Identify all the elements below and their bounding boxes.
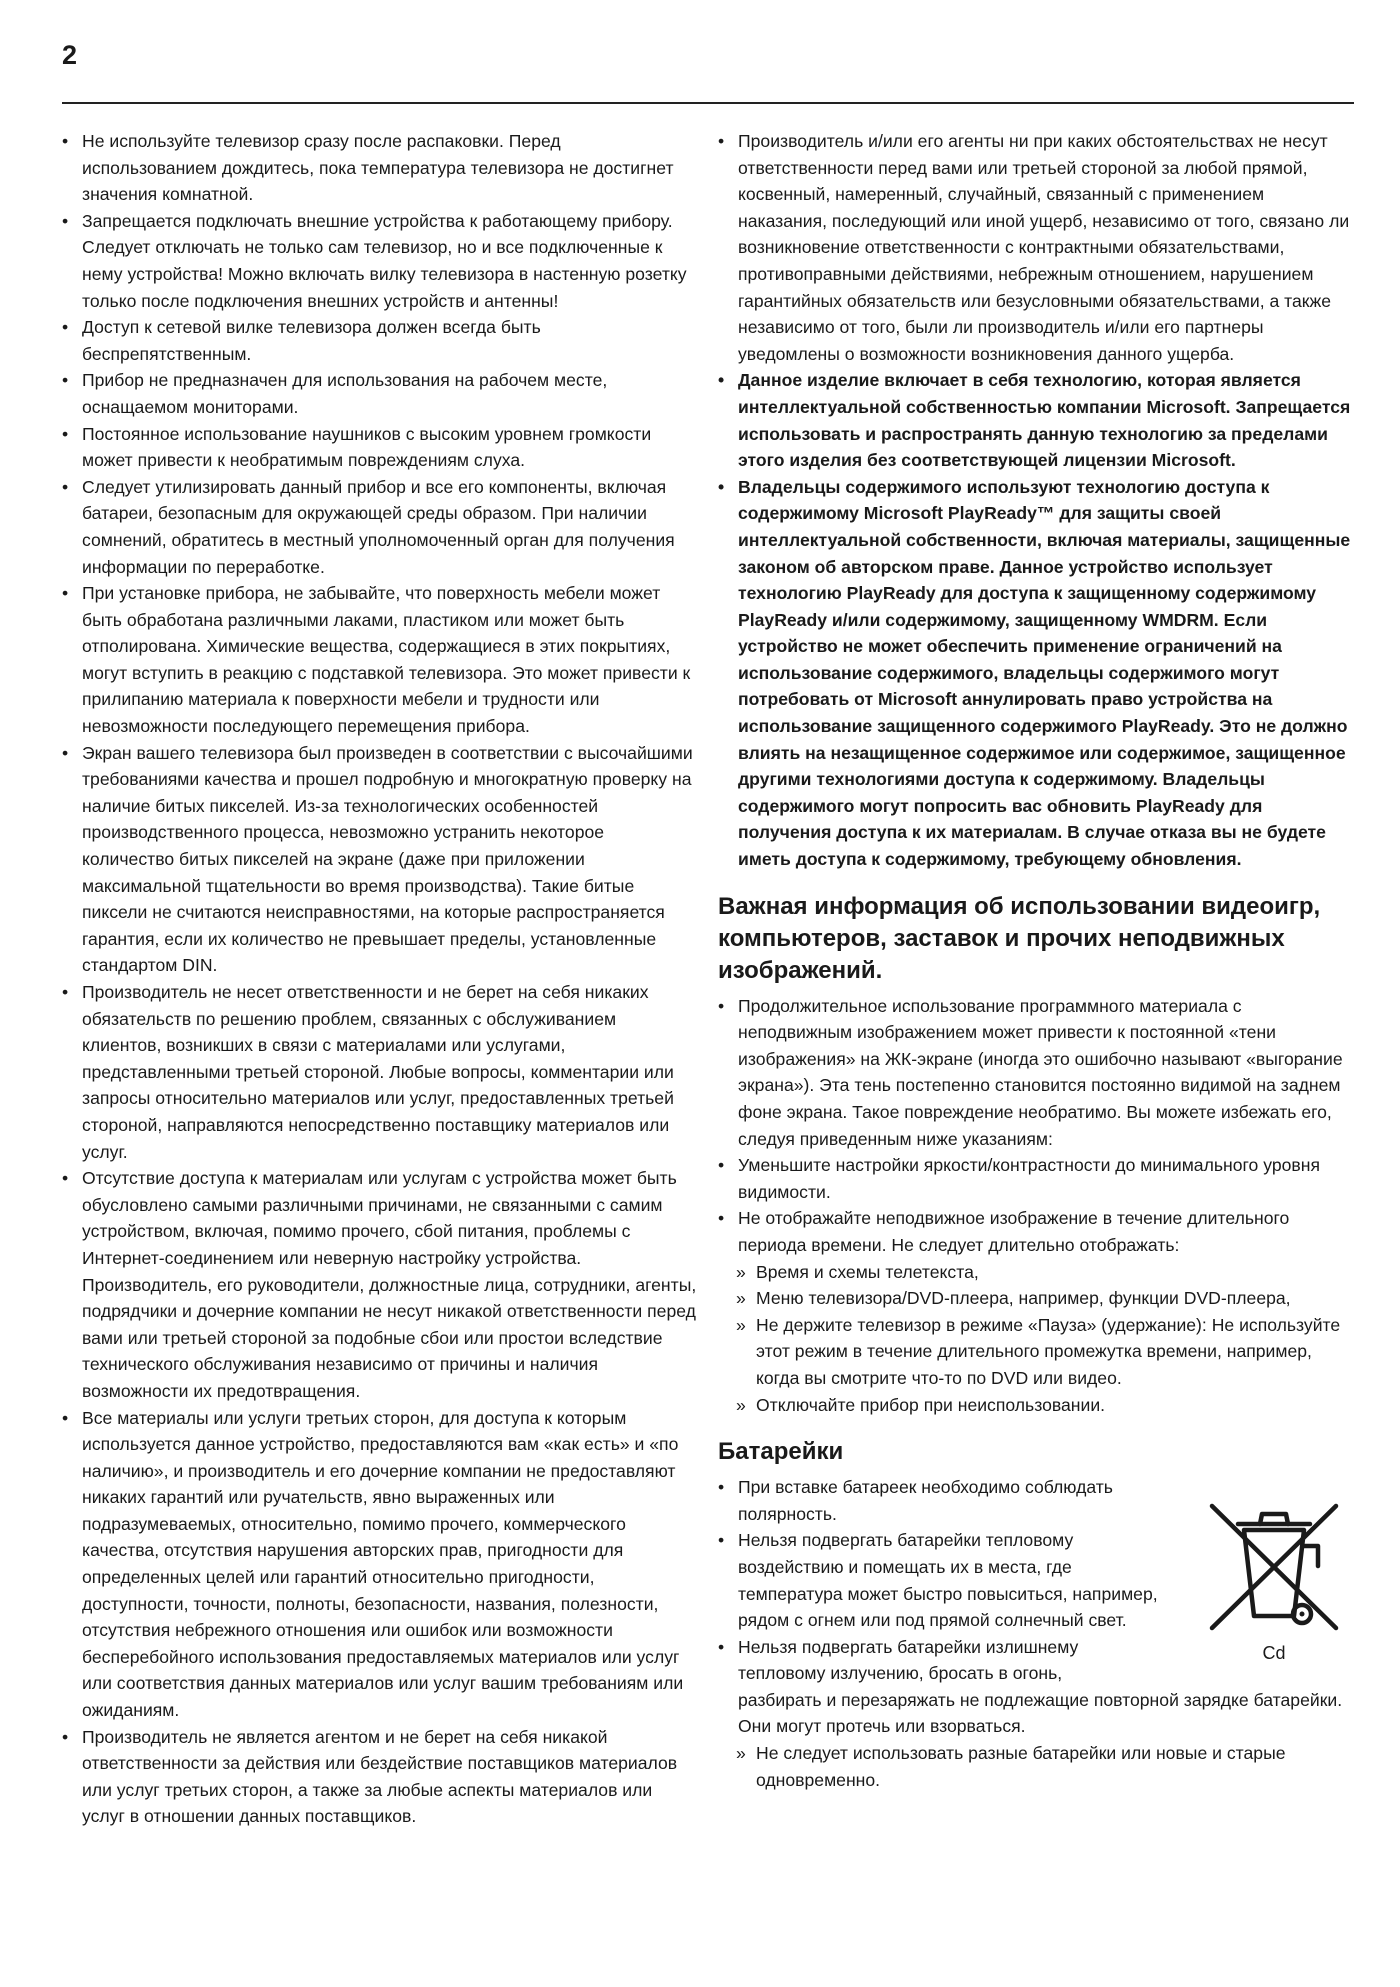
header-divider (62, 102, 1354, 104)
sub-list-item: » Отключайте прибор при неиспользовании. (718, 1392, 1354, 1419)
right-column (718, 128, 1354, 1793)
page-number: 2 (62, 40, 78, 70)
list-item: • Следует утилизировать данный прибор и все его компоненты, включая батареи, безопасным для окружающей среды образом. При наличии сомнений, обратитесь в местный уполномоченный орган для получения информации по переработке. (62, 474, 698, 580)
batteries-sublist (718, 1740, 1354, 1793)
list-item: • Постоянное использование наушников с высоким уровнем громкости может привести к необратимым повреждениям слуха. (62, 421, 698, 474)
list-item: • Экран вашего телевизора был произведен в соответствии с высочайшими требованиями качества и прошел подробную и многократную проверку на наличие битых пикселей. Из-за технологических особенностей производственного процесса, невозможно устранить некоторое количество битых пикселей на экране (даже при приложении максимальной тщательности во время производства). Такие битые пиксели не считаются неисправностями, на которые распространяется гарантия, если их количество не превышает пределы, установленные стандартом DIN. (62, 740, 698, 979)
sub-list-item: » Не следует использовать разные батарейки или новые и старые одновременно. (718, 1740, 1354, 1793)
list-item: • Не отображайте неподвижное изображение в течение длительного периода времени. Не следует длительно отображать: (718, 1205, 1354, 1258)
microsoft-notice: • Данное изделие включает в себя технологию, которая является интеллектуальной собственностью компании Microsoft. Запрещается использовать и распространять данную технологию за пределами этого изделия без соответствующей лицензии Microsoft. (718, 367, 1354, 473)
section-title-batteries: Батарейки (718, 1438, 844, 1466)
list-item: • Уменьшите настройки яркости/контрастности до минимального уровня видимости. (718, 1152, 1354, 1205)
list-item: • Все материалы или услуги третьих сторон, для доступа к которым используется данное устройство, предоставляются вам «как есть» и «по наличию», и производитель и его дочерние компании не предоставляют никаких гарантий или ручательств, явно выраженных или подразумеваемых, относительно, помимо прочего, коммерческого качества, отсутствия нарушения авторских прав, пригодности для определенных целей или гарантий относительно пригодности, доступности, точности, полноты, безопасности, названия, полезности, отсутствия небрежного отношения или ошибок или возможности бесперебойного использования предоставляемых материалов или услуг или соответствия данных материалов или услуг вашим требованиям или ожиданиям. (62, 1405, 698, 1724)
list-item: • Запрещается подключать внешние устройства к работающему прибору. Следует отключать не только сам телевизор, но и все подключенные к нему устройства! Можно включать вилку телевизора в настенную розетку только после подключения внешних устройств и антенны! (62, 208, 698, 314)
list-item: • При вставке батареек необходимо соблюдать полярность. (718, 1474, 1168, 1527)
list-item: • Производитель не является агентом и не берет на себя никакой ответственности за действия или бездействие поставщиков материалов или услуг третьих сторон, а также за любые аспекты материалов или услуг в отношении данных поставщиков. (62, 1724, 698, 1830)
list-item: • Отсутствие доступа к материалам или услугам с устройства может быть обусловлено самыми различными причинами, не связанными с самим устройством, включая, помимо прочего, сбой питания, проблемы с Интернет-соединением или неверную настройку устройства. Производитель, его руководители, должностные лица, сотрудники, агенты, подрядчики и дочерние компании не несут никакой ответственности перед вами или третьей стороной за подобные сбои или простои вследствие технического обслуживания независимо от причины и наличия возможности их предотвращения. (62, 1165, 698, 1404)
right-bullet-list (718, 128, 1354, 873)
list-item: • Не используйте телевизор сразу после распаковки. Перед использованием дождитесь, пока температура телевизора не достигнет значения комнатной. (62, 128, 698, 208)
list-item: • Продолжительное использование программного материала с неподвижным изображением может привести к постоянной «тени изображения» на ЖК-экране (иногда это ошибочно называют «выгорание экрана»). Эта тень постепенно становится постоянно видимой на заднем фоне экрана. Такое повреждение необратимо. Вы можете избежать его, следуя приведенным ниже указаниям: (718, 993, 1354, 1153)
list-item: • Нельзя подвергать батарейки излишнему тепловому излучению, бросать в огонь, (718, 1634, 1168, 1687)
still-images-list (718, 993, 1354, 1259)
list-item: • Прибор не предназначен для использования на рабочем месте, оснащаемом мониторами. (62, 367, 698, 420)
list-item: • Доступ к сетевой вилке телевизора должен всегда быть беспрепятственным. (62, 314, 698, 367)
left-bullet-list (62, 128, 698, 1830)
list-item: • При установке прибора, не забывайте, что поверхность мебели может быть обработана различными лаками, пластиком или может быть отполирована. Химические вещества, содержащиеся в этих покрытиях, могут вступить в реакцию с подставкой телевизора. Это может привести к прилипанию материала к поверхности мебели и трудности или невозможности последующего перемещения прибора. (62, 580, 698, 740)
sub-list-item: » Не держите телевизор в режиме «Пауза» (удержание): Не используйте этот режим в течение длительного промежутка времени, например, когда вы смотрите что-то по DVD или видео. (718, 1312, 1354, 1392)
sub-list-item: » Время и схемы телетекста, (718, 1259, 1354, 1286)
list-item: • Производитель не несет ответственности и не берет на себя никаких обязательств по решению проблем, связанных с обслуживанием клиентов, возникших в связи с материалами или услугами, представленными третьей стороной. Любые вопросы, комментарии или запросы относительно материалов или услуг, предоставленных третьей стороной, направляются непосредственно поставщику материалов или услуг. (62, 979, 698, 1165)
crossed-bin-icon (1194, 1490, 1354, 1667)
list-item: • Производитель и/или его агенты ни при каких обстоятельствах не несут ответственности перед вами или третьей стороной за любой прямой, косвенный, намеренный, случайный, связанный с применением наказания, последующий или иной ущерб, независимо от того, связано ли возникновение ответственности с контрактными обязательствами, противоправными действиями, небрежным отношением, нарушением гарантийных обязательств или безусловными обязательствами, а также независимо от того, были ли производитель и/или его партнеры уведомлены о возможности возникновения данного ущерба. (718, 128, 1354, 367)
sub-list-item: » Меню телевизора/DVD-плеера, например, функции DVD-плеера, (718, 1285, 1354, 1312)
section-title-still-images: Важная информация об использовании видеоигр, компьютеров, заставок и прочих неподвижных изображений. (718, 892, 1321, 984)
left-column (62, 128, 698, 1830)
playready-notice: • Владельцы содержимого используют технологию доступа к содержимому Microsoft PlayReady™ для защиты своей интеллектуальной собственности, включая материалы, защищенные законом об авторском праве. Данное устройство использует технологию PlayReady для доступа к защищенному содержимому PlayReady и/или содержимому, защищенному WMDRM. Если устройство не может обеспечить применение ограничений на использование содержимого, владельцы содержимого могут потребовать от Microsoft аннулировать право устройства на использование защищенного содержимого PlayReady. Это не должно влиять на незащищенное содержимое или содержимое, защищенное другими технологиями доступа к содержимому. Владельцы содержимого могут попросить вас обновить PlayReady для получения доступа к их материалам. В случае отказа вы не будете иметь доступа к содержимому, требующему обновления. (718, 474, 1354, 873)
batteries-continuation: разбирать и перезаряжать не подлежащие повторной зарядке батарейки. Они могут протечь или взорваться. (738, 1689, 1343, 1737)
still-images-sublist (718, 1259, 1354, 1419)
weee-bin-icon (1194, 1490, 1354, 1640)
batteries-section (718, 1474, 1354, 1687)
batteries-list (718, 1474, 1168, 1687)
cadmium-label: Cd (1262, 1643, 1286, 1664)
list-item: • Нельзя подвергать батарейки тепловому воздействию и помещать их в места, где температура может быстро повыситься, например, рядом с огнем или под прямой солнечный свет. (718, 1527, 1168, 1633)
